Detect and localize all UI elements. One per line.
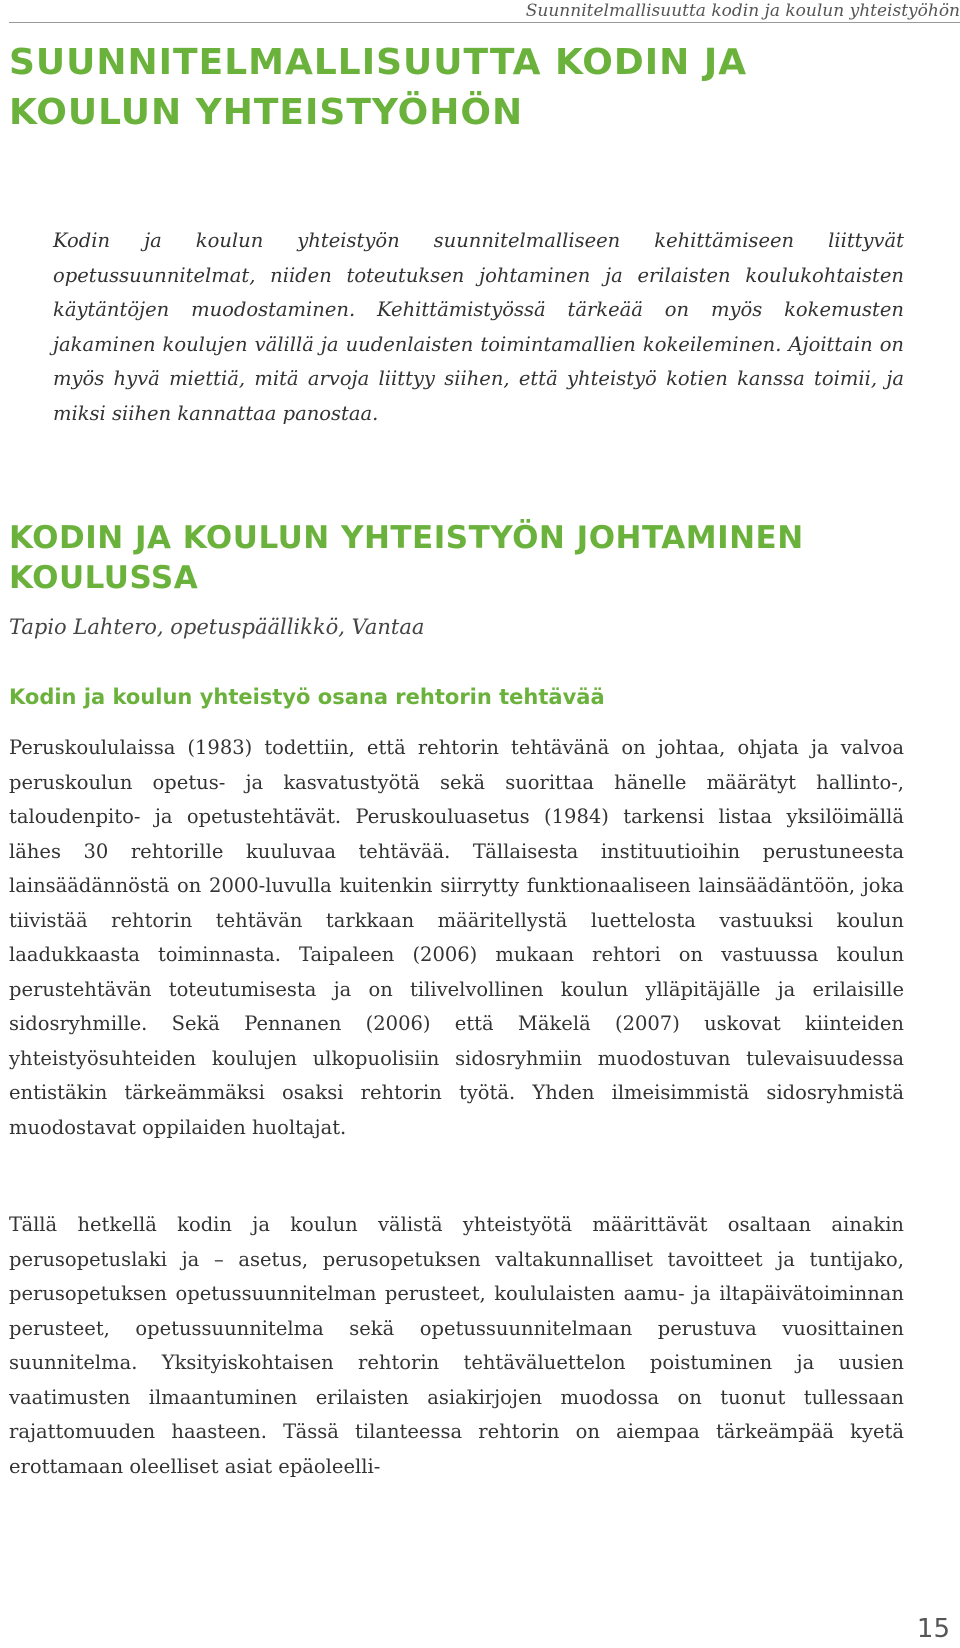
body-paragraph-2: Tällä hetkellä kodin ja koulun välistä yhteistyötä määrittävät osaltaan ainakin perusopetuslaki ja – asetus, perusopetuksen valtakunnalliset tavoitteet ja tuntijako, perusopetuksen opetussuunnitelman perusteet, koululaisten aamu- ja iltapäivätoiminnan perusteet, opetussuunnitelma sekä opetussuunnitelmaan perustuva vuosittainen suunnitelma. Yksityiskohtaisen rehtorin tehtäväluettelon poistuminen ja uusien vaatimusten ilmaantuminen erilaisten asiakirjojen muodossa on tuonut tullessaan rajattomuuden haasteen. Tässä tilanteessa rehtorin on aiempaa tärkeämpää kyetä erottamaan oleelliset asiat epäoleelli- — [9, 1213, 904, 1478]
intro-paragraph: Kodin ja koulun yhteistyön suunnitelmalliseen kehittämiseen liittyvät opetussuunnitelmat, niiden toteutuksen johtaminen ja erilaisten koulukohtaisten käytäntöjen muodostaminen. Kehittämistyössä tärkeää on myös kokemusten jakaminen koulujen välillä ja uudenlaisten toimintamallien kokeileminen. Ajoittain on myös hyvä miettiä, mitä arvoja liittyy siihen, että yhteistyö kotien kanssa toimii, ja miksi siihen kannattaa panostaa. — [53, 229, 904, 425]
section-title: KODIN JA KOULUN YHTEISTYÖN JOHTAMINEN KOULUSSA — [9, 520, 804, 596]
body-paragraph-1: Peruskoululaissa (1983) todettiin, että rehtorin tehtävänä on johtaa, ohjata ja valvoa peruskoulun opetus- ja kasvatustyötä sekä suorittaa hänelle määrätyt hallinto-, taloudenpito- ja opetustehtävät. Peruskouluasetus (1984) tarkensi listaa yksilöimällä lähes 30 rehtorille kuuluvaa tehtävää. Tällaisesta instituutioihin perustuneesta lainsäädännöstä on 2000-luvulla kuitenkin siirrytty funktionaaliseen lainsäädäntöön, joka tiivistää rehtorin tehtävän tarkkaan määritellystä luettelosta vastuuksi koulun laadukkaasta toiminnasta. Taipaleen (2006) mukaan rehtori on vastuussa koulun perustehtävän toteutumisesta ja on tilivelvollinen koulun ylläpitäjälle ja erilaisille sidosryhmille. Sekä Pennanen (2006) että Mäkelä (2007) uskovat kiinteiden yhteistyösuhteiden koulujen ulkopuolisiin sidosryhmiin muodostuvan tulevaisuudessa entistäkin tärkeämmäksi osaksi rehtorin työtä. Yhden ilmeisimmistä sidosryhmistä muodostavat oppilaiden huoltajat. — [9, 736, 904, 1139]
page-number: 15 — [916, 1614, 950, 1644]
running-header: Suunnitelmallisuutta kodin ja koulun yhteistyöhön — [525, 1, 960, 21]
page-title: SUUNNITELMALLISUUTTA KODIN JA KOULUN YHTEISTYÖHÖN — [9, 42, 748, 133]
author-line: Tapio Lahtero, opetuspäällikkö, Vantaa — [9, 615, 425, 639]
subheading: Kodin ja koulun yhteistyö osana rehtorin tehtävää — [9, 685, 605, 709]
header-rule — [9, 22, 960, 23]
